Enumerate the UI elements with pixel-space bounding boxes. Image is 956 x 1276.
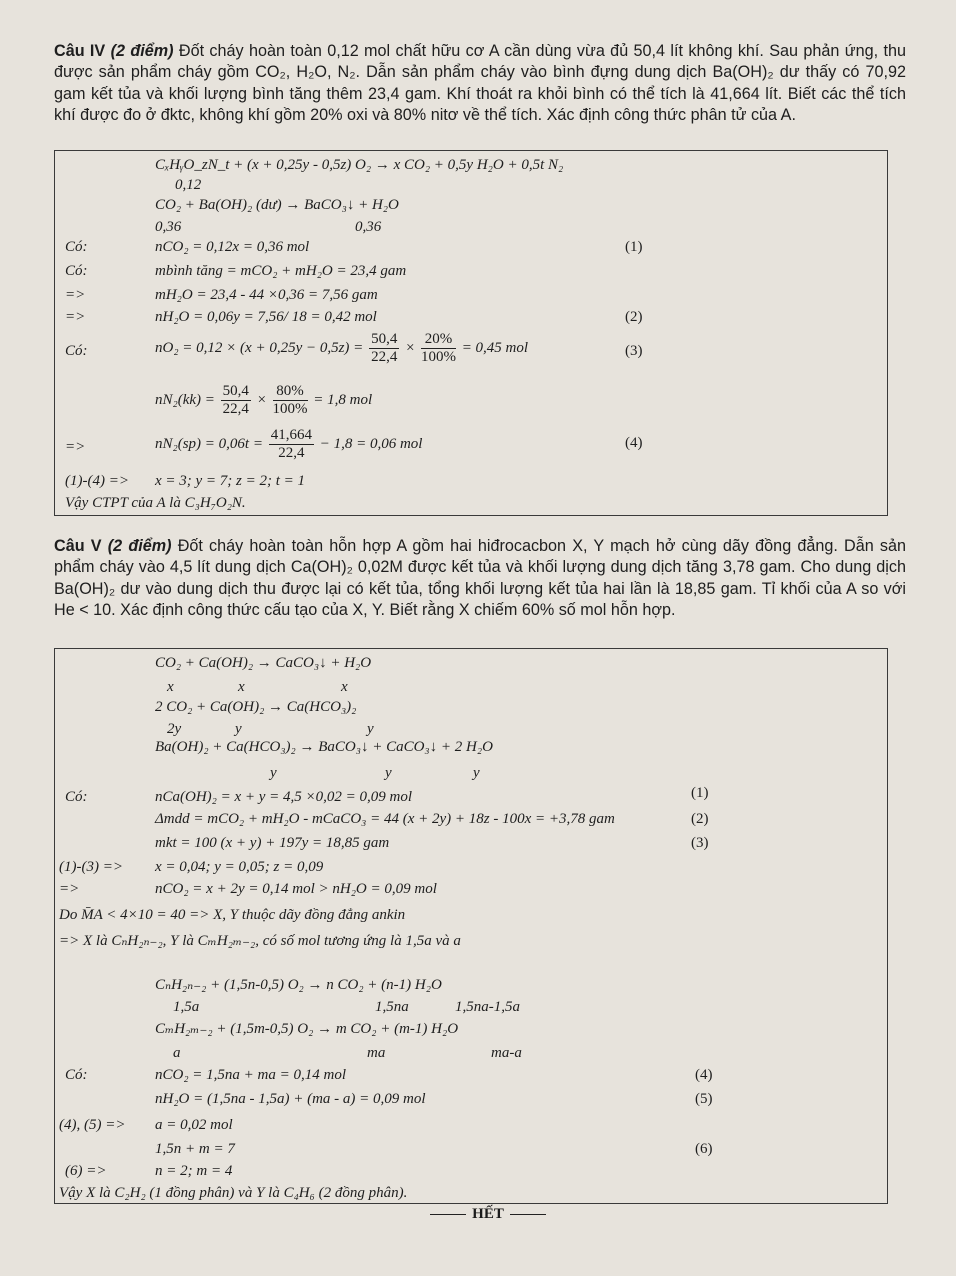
label: Có: xyxy=(65,789,88,805)
end-mark: HẾT xyxy=(424,1206,552,1223)
eq-number: (2) xyxy=(691,811,709,827)
eq-n-m: 1,5n + m = 7 xyxy=(155,1141,235,1157)
question-5-points: (2 điểm) xyxy=(107,537,172,555)
eq-nco2-compare: nCO₂ = x + 2y = 0,14 mol > nH₂O = 0,09 mol xyxy=(155,881,437,897)
question-4 xyxy=(54,41,906,127)
eq-number: (6) xyxy=(695,1141,713,1157)
coef-baco3: 0,36 xyxy=(355,219,382,235)
coef-0-12: 0,12 xyxy=(175,177,202,193)
eq-a: a = 0,02 mol xyxy=(155,1117,233,1133)
label: Có: xyxy=(65,239,88,255)
coef-co2: 0,36 xyxy=(155,219,182,235)
eq-ncaoh2: nCa(OH)₂ = x + y = 4,5 ×0,02 = 0,09 mol xyxy=(155,789,413,805)
label: (6) => xyxy=(65,1163,107,1179)
label: Có: xyxy=(65,1067,88,1083)
reaction-bicarbonate: 2 CO₂ + Ca(OH)₂ → Ca(HCO₃)₂ xyxy=(155,699,357,715)
eq-nh2o: nH₂O = 0,06y = 7,56/ 18 = 0,42 mol xyxy=(155,309,377,325)
coef: x xyxy=(238,679,245,695)
reaction-baoh2: Ba(OH)₂ + Ca(HCO₃)₂ → BaCO₃↓ + CaCO₃↓ + 2 H₂O xyxy=(155,739,493,755)
eq-number: (3) xyxy=(625,343,643,359)
eq-nco2: nCO₂ = 0,12x = 0,36 mol xyxy=(155,239,310,255)
coef: 1,5na xyxy=(375,999,409,1015)
reaction-co2-caoh2: CO₂ + Ca(OH)₂ → CaCO₃↓ + H₂O xyxy=(155,655,372,671)
question-4-points: (2 điểm) xyxy=(110,42,174,60)
eq-number: (2) xyxy=(625,309,643,325)
coef: x xyxy=(341,679,348,695)
solution-5-box xyxy=(54,648,888,1204)
label: Có: xyxy=(65,263,88,279)
formula-assignment: => X là CₙH₂ₙ₋₂, Y là CₘH₂ₘ₋₂, có số mol tương ứng là 1,5a và a xyxy=(59,933,461,949)
label: (1)-(4) => xyxy=(65,473,129,489)
eq-n-m-result: n = 2; m = 4 xyxy=(155,1163,233,1179)
coef: x xyxy=(167,679,174,695)
coef: 1,5na-1,5a xyxy=(455,999,520,1015)
question-5-heading: Câu V xyxy=(54,537,102,555)
eq-result: x = 3; y = 7; z = 2; t = 1 xyxy=(155,473,306,489)
label: => xyxy=(65,287,86,303)
label: Có: xyxy=(65,343,88,359)
coef: y xyxy=(235,721,242,737)
question-4-text: Đốt cháy hoàn toàn 0,12 mol chất hữu cơ A cần dùng vừa đủ 50,4 lít không khí. Sau phản ứng, thu được sản phẩm cháy gồm CO₂, H₂O, N₂. Dẫn sản phẩm cháy vào bình đựng dung dịch Ba(OH)₂ dư thấy có 70,92 gam kết tủa và khối lượng bình tăng thêm 23,4 gam. Khí thoát ra khỏi bình có thể tích là 41,664 lít. Biết các thể tích khí được đo ở đktc, không khí gồm 20% oxi và 80% nitơ về thể tích. Xác định công thức phân tử của A. xyxy=(54,42,906,125)
eq-mass-increase: mbình tăng = mCO₂ + mH₂O = 23,4 gam xyxy=(155,263,407,279)
reaction-y-combustion: CₘH₂ₘ₋₂ + (1,5m-0,5) O₂ → m CO₂ + (m-1) H₂O xyxy=(155,1021,459,1037)
reaction-co2-baoh2: CO₂ + Ba(OH)₂ (dư) → BaCO₃↓ + H₂O xyxy=(155,197,399,213)
label: (4), (5) => xyxy=(59,1117,126,1133)
eq-nh2o-sum: nH₂O = (1,5na - 1,5a) + (ma - a) = 0,09 mol xyxy=(155,1091,426,1107)
eq-number: (4) xyxy=(695,1067,713,1083)
label: => xyxy=(65,439,86,455)
conclusion-5: Vậy X là C₂H₂ (1 đồng phân) và Y là C₄H₆ (2 đồng phân). xyxy=(59,1185,408,1201)
eq-mkt: mkt = 100 (x + y) + 197y = 18,85 gam xyxy=(155,835,390,851)
coef: a xyxy=(173,1045,181,1061)
eq-number: (1) xyxy=(625,239,643,255)
coef: ma-a xyxy=(491,1045,522,1061)
eq-nco2-sum: nCO₂ = 1,5na + ma = 0,14 mol xyxy=(155,1067,347,1083)
reaction-combustion-a: CₓHᵧO_zN_t + (x + 0,25y - 0,5z) O₂ → x CO₂ + 0,5y H₂O + 0,5t N₂ xyxy=(155,157,564,173)
reaction-x-combustion: CₙH₂ₙ₋₂ + (1,5n-0,5) O₂ → n CO₂ + (n-1) H₂O xyxy=(155,977,442,993)
eq-number: (1) xyxy=(691,785,709,801)
question-4-heading: Câu IV xyxy=(54,42,106,60)
question-5-text: Đốt cháy hoàn toàn hỗn hợp A gồm hai hiđrocacbon X, Y mạch hở cùng dãy đồng đẳng. Dẫn sản phẩm cháy vào 4,5 lít dung dịch Ca(OH)₂ 0,02M được kết tủa và khối lượng dung dịch tăng 3,78 gam. Cho dung dịch Ba(OH)₂ dư vào dung dịch thu được lại có kết tủa, tổng khối lượng kết tủa hai lần là 18,85 gam. Tỉ khối của A so với He < 10. Xác định công thức cấu tạo của X, Y. Biết rằng X chiếm 60% số mol hỗn hợp. xyxy=(54,537,907,620)
coef: 1,5a xyxy=(173,999,200,1015)
label: => xyxy=(59,881,80,897)
eq-number: (4) xyxy=(625,435,643,451)
coef: y xyxy=(270,765,277,781)
eq-delta-mass: Δmdd = mCO₂ + mH₂O - mCaCO₃ = 44 (x + 2y) + 18z - 100x = +3,78 gam xyxy=(155,811,615,827)
label: => xyxy=(65,309,86,325)
eq-nn2-product: nN₂(sp) = 0,06t = $\frac{41,664}{22,4}$ − 1,8 = 0,06 mol xyxy=(155,427,423,461)
coef: y xyxy=(385,765,392,781)
coef: 2y xyxy=(167,721,182,737)
coef: ma xyxy=(367,1045,386,1061)
coef: y xyxy=(367,721,374,737)
eq-mh2o: mH₂O = 23,4 - 44 ×0,36 = 7,56 gam xyxy=(155,287,378,303)
alkyne-deduction: Do M̄A < 4×10 = 40 => X, Y thuộc dãy đồng đẳng ankin xyxy=(59,907,406,923)
question-5 xyxy=(54,536,906,622)
conclusion-4: Vậy CTPT của A là C₃H₇O₂N. xyxy=(65,495,246,511)
eq-number: (3) xyxy=(691,835,709,851)
eq-nn2-air: nN₂(kk) = $\frac{50,4}{22,4}$ × $\frac{80\%}{100\%}$ = 1,8 mol xyxy=(155,383,373,417)
eq-no2: nO₂ = 0,12 × (x + 0,25y − 0,5z) = $\frac{50,4}{22,4}$ × $\frac{20\%}{100\%}$ = 0,45 mol xyxy=(155,331,529,365)
eq-number: (5) xyxy=(695,1091,713,1107)
label: (1)-(3) => xyxy=(59,859,123,875)
coef: y xyxy=(473,765,480,781)
solution-4-box xyxy=(54,150,888,516)
eq-solution-xyz: x = 0,04; y = 0,05; z = 0,09 xyxy=(155,859,324,875)
